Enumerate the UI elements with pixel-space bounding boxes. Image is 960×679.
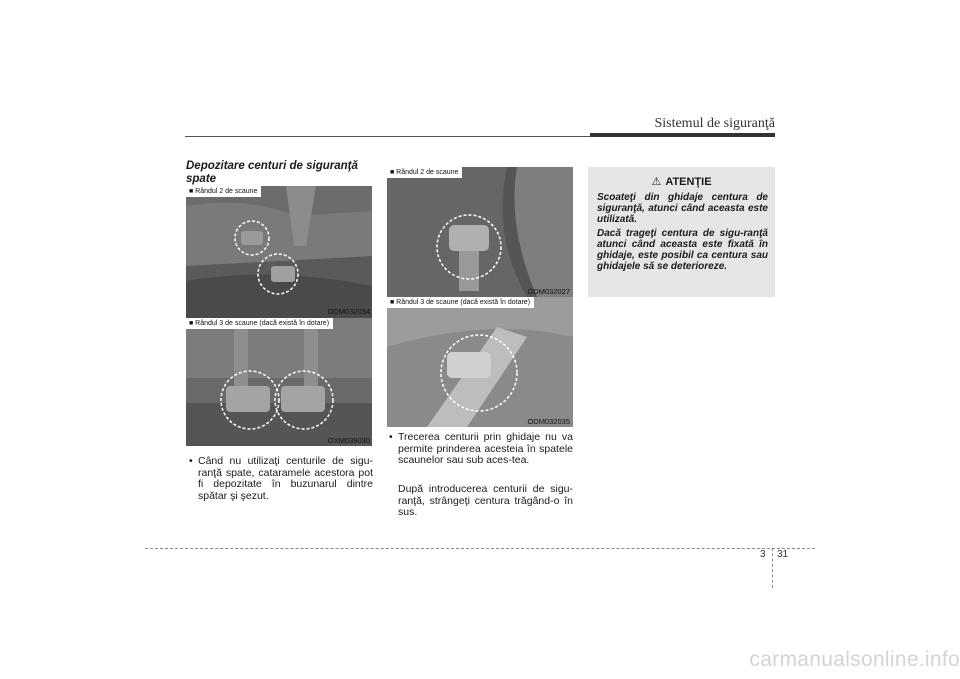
- image-code: ODM032035: [527, 417, 570, 426]
- image-caption-label: ■ Rândul 3 de scaune (dacă există în dotare): [186, 318, 333, 329]
- caution-title: ⚠ ATENŢIE: [651, 176, 712, 188]
- page-number-divider: [772, 548, 773, 588]
- caution-box: [588, 167, 775, 297]
- image-caption-label: ■ Rândul 2 de scaune: [186, 186, 261, 197]
- photo-row3-belt-guide: [387, 297, 573, 427]
- warning-triangle-icon: ⚠: [651, 176, 662, 188]
- bullet-continuation: După introducerea centurii de sigu-ranţă, strângeţi centura trăgând-o în sus.: [398, 483, 573, 518]
- image-code: OXM039030: [327, 436, 370, 445]
- bullet-paragraph: [189, 455, 373, 502]
- image-code: ODM032034: [327, 307, 370, 316]
- chapter-number: 3: [760, 549, 766, 560]
- caution-paragraph: Dacă trageţi centura de sigu-ranţă atunci când aceasta este fixată în ghidaje, este posibil ca centura sau ghidajele să se deterioreze.: [597, 228, 768, 272]
- image-caption-label: ■ Rândul 2 de scaune: [387, 167, 462, 178]
- photo-row3-seat-buckles: [186, 318, 372, 446]
- bullet-text: Când nu utilizaţi centurile de sigu-ranţă spate, cataramele acestora pot fi depozitate în buzunarul dintre spătar şi şezut.: [198, 455, 373, 502]
- watermark: carmanualsonline.info: [749, 648, 960, 671]
- caution-paragraph: Scoateţi din ghidaje centura de siguranţă, atunci când aceasta este utilizată.: [597, 192, 768, 225]
- image-code: ODM032027: [527, 287, 570, 296]
- bullet-dot: •: [189, 455, 193, 467]
- header-rule-accent: [590, 133, 775, 137]
- photo-row2-belt-guide: [387, 167, 573, 297]
- bullet-paragraph: [389, 431, 573, 467]
- bullet-text: Trecerea centurii prin ghidaje nu va permite prinderea acesteia în spatele scaunelor sau sub aces-tea.: [398, 431, 573, 466]
- photo-row2-seat-buckles: [186, 186, 372, 318]
- image-caption-label: ■ Rândul 3 de scaune (dacă există în dotare): [387, 297, 534, 308]
- page-header-title: Sistemul de siguranţă: [654, 116, 775, 131]
- page-number: 31: [777, 549, 789, 560]
- footer-rule: [145, 548, 815, 549]
- caution-body: [597, 192, 768, 275]
- section-title: Depozitare centuri de siguranţă spate: [186, 160, 358, 185]
- header-rule: [185, 136, 590, 137]
- bullet-dot: •: [389, 431, 393, 443]
